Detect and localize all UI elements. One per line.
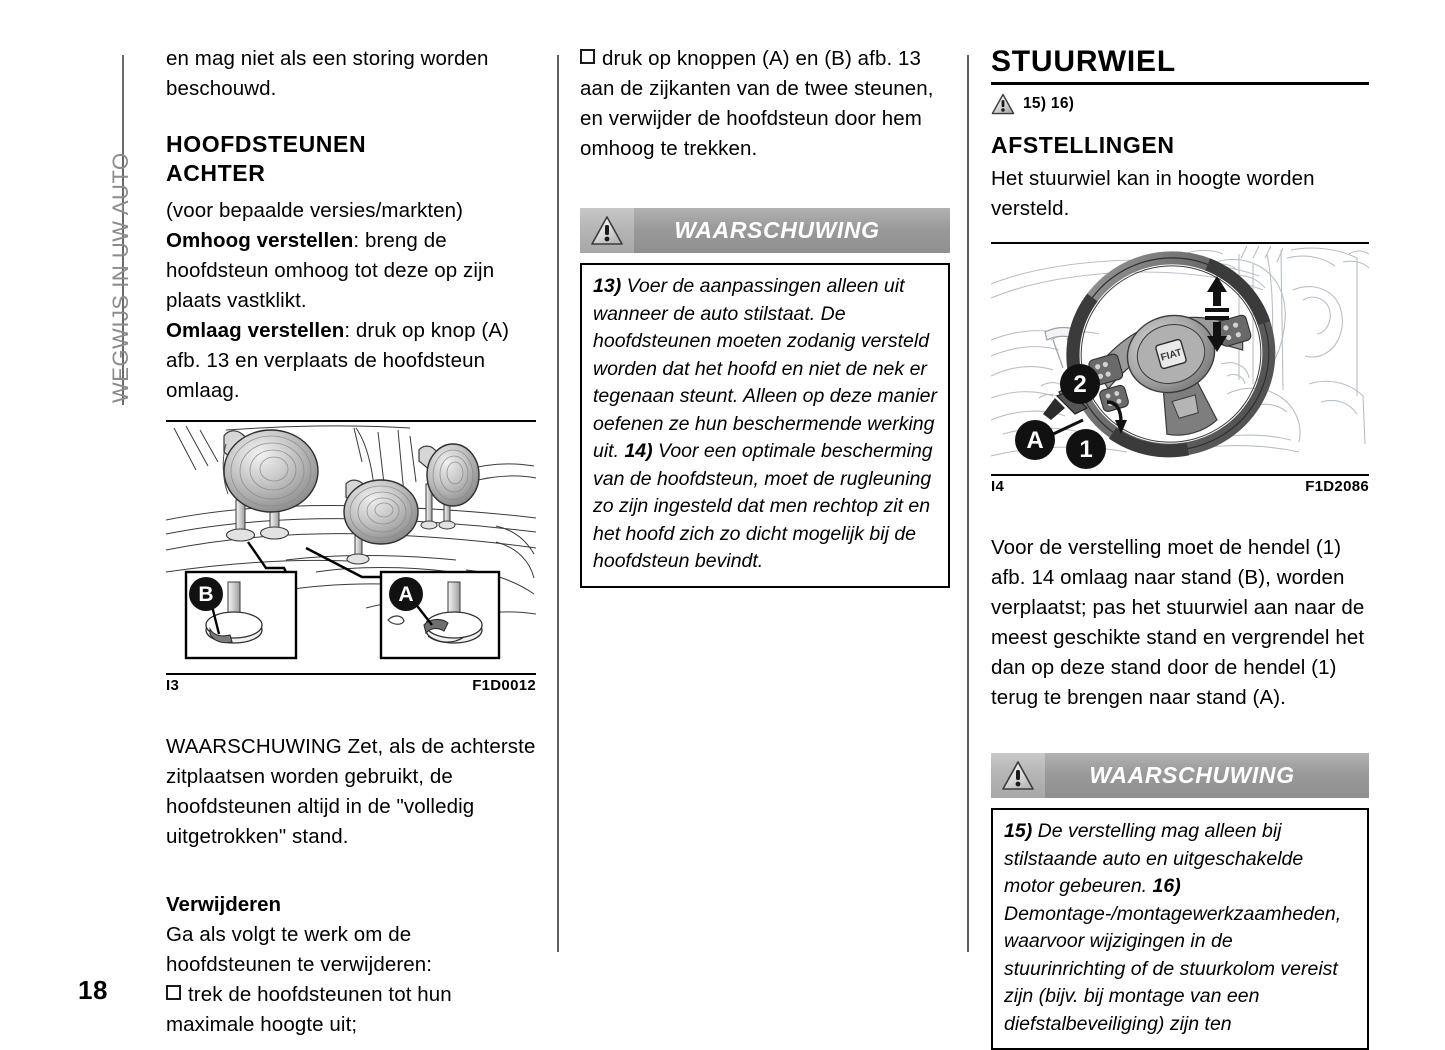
heading-afstellingen: AFSTELLINGEN xyxy=(991,132,1175,158)
figure-code: F1D0012 xyxy=(472,677,536,694)
svg-text:B: B xyxy=(198,583,214,606)
warning-triangle-icon xyxy=(991,93,1015,115)
warning-reference-numbers: 15) 16) xyxy=(1023,95,1075,112)
warning-notes-box xyxy=(580,263,950,588)
versions-note: (voor bepaalde versies/markten) xyxy=(166,199,464,222)
column-divider-1 xyxy=(557,55,559,952)
warning-note-16-text: Demontage-/montagewerkzaamheden, waarvoor wijzigingen in de stuurinrichting of de stuurkolom vereist zijn (bijv. bij montage van een diefstalbeveiliging) zijn ten xyxy=(1004,902,1342,1035)
intro-paragraph: en mag niet als een storing worden beschouwd. xyxy=(166,47,489,100)
heading-line-1: HOOFDSTEUNEN xyxy=(166,131,367,157)
steering-adjust-text: Voor de verstelling moet de hendel (1) afb. 14 omlaag naar stand (B), worden verplaatst; pas het stuurwiel aan naar de meest geschikte stand en vergrendel het dan op deze stand door de hendel (1) terug te brengen naar stand (A). xyxy=(991,536,1365,709)
adjust-down-paragraph xyxy=(166,316,536,406)
warning-note-14-number: 14) xyxy=(624,440,653,462)
page-number: 18 xyxy=(78,975,108,1005)
steering-wheel-illustration xyxy=(991,244,1369,474)
square-bullet-icon xyxy=(580,49,595,64)
adjust-up-paragraph xyxy=(166,226,536,316)
svg-text:A: A xyxy=(1026,427,1044,454)
figure-number: I4 xyxy=(991,478,1005,495)
adjust-up-label: Omhoog verstellen xyxy=(166,229,354,252)
rear-headrests-illustration xyxy=(166,422,536,673)
warning-note-16-number: 16) xyxy=(1152,875,1181,897)
figure-code: F1D2086 xyxy=(1305,478,1369,495)
remove-bullet-2 xyxy=(580,44,950,164)
warning-triangle-glyph xyxy=(1001,760,1035,791)
heading-hoofdsteunen-achter xyxy=(166,130,536,188)
figure-caption xyxy=(166,675,536,694)
warning-banner-title: WAARSCHUWING xyxy=(1089,762,1295,788)
steering-wheel-figure xyxy=(991,242,1369,495)
column-right xyxy=(991,44,1369,1050)
remove-intro: Ga als volgt te werk om de hoofdsteunen te verwijderen: xyxy=(166,923,433,976)
warning-triangle-glyph xyxy=(590,215,624,246)
warning-banner xyxy=(580,208,950,253)
warning-note-15-number: 15) xyxy=(1004,820,1033,842)
warning-notes-box xyxy=(991,808,1369,1050)
chapter-tab xyxy=(78,55,133,405)
column-divider-2 xyxy=(967,55,969,952)
svg-text:1: 1 xyxy=(1079,436,1093,463)
warning-banner-title: WAARSCHUWING xyxy=(674,217,880,243)
warning-note-14-text: Voor een optimale bescherming van de hoofdsteun, moet de rugleuning zo zijn ingesteld dat men rechtop zit en het hoofd zich zo dicht mogelijk bij de hoofdsteun bevindt. xyxy=(593,440,933,572)
adjust-down-label: Omlaag verstellen xyxy=(166,319,345,342)
square-bullet-icon xyxy=(166,985,181,1000)
warning-triangle-icon xyxy=(580,208,634,253)
warning-note-13-number: 13) xyxy=(593,275,622,297)
figure-number: I3 xyxy=(166,677,180,694)
remove-bullet-1-text: trek de hoofdsteunen tot hun maximale hoogte uit; xyxy=(166,983,452,1036)
chapter-tab-label: WEGWIJS IN UW AUTO xyxy=(108,152,133,403)
warning-triangle-icon xyxy=(991,753,1045,798)
warning-banner xyxy=(991,753,1369,798)
svg-text:A: A xyxy=(398,583,414,606)
adjust-down-text: : druk op knop (A) afb. 13 en verplaats de hoofdsteun omlaag. xyxy=(166,319,510,402)
warning-note-13-text: Voer de aanpassingen alleen uit wanneer de auto stilstaat. De hoofdsteunen moeten zodanig versteld worden dat het hoofd en niet de nek er tegenaan steunt. Alleen op deze manier oefenen ze hun beschermende werking uit. xyxy=(593,275,938,462)
remove-bullet-2-text: druk op knoppen (A) en (B) afb. 13 aan de zijkanten van de twee steunen, en verwijder de hoofdsteun door hem omhoog te trekken. xyxy=(580,47,934,160)
heading-verwijderen: Verwijderen xyxy=(166,893,282,916)
remove-bullet-1 xyxy=(166,980,536,1040)
svg-text:FIAT: FIAT xyxy=(1159,347,1184,364)
warning-reference-row xyxy=(991,93,1369,115)
rear-headrests-figure xyxy=(166,420,536,694)
page-title: STUURWIEL xyxy=(991,44,1369,85)
adjust-up-text: : breng de hoofdsteun omhoog tot deze op zijn plaats vastklikt. xyxy=(166,229,495,312)
column-middle xyxy=(580,44,950,588)
svg-text:2: 2 xyxy=(1073,371,1087,398)
warning-inline-paragraph: WAARSCHUWING Zet, als de achterste zitplaatsen worden gebruikt, de hoofdsteunen altijd in de "volledig uitgetrokken" stand. xyxy=(166,735,536,848)
column-left xyxy=(166,44,536,1040)
warning-note-15-text: De verstelling mag alleen bij stilstaande auto en uitgeschakelde motor gebeuren. xyxy=(1004,820,1304,897)
afstellingen-text: Het stuurwiel kan in hoogte worden versteld. xyxy=(991,167,1315,220)
heading-line-2: ACHTER xyxy=(166,160,266,186)
figure-caption xyxy=(991,476,1369,495)
